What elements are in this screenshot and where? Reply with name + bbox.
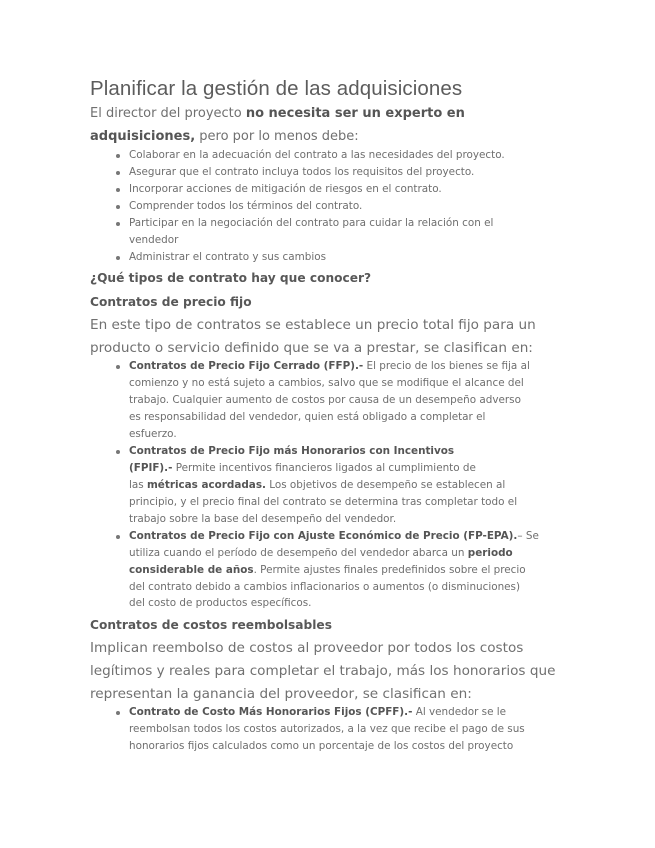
list-item: Participar en la negociación del contrato para cuidar la relación con el: [129, 217, 494, 229]
section-question: ¿Qué tipos de contrato hay que conocer?: [90, 271, 372, 285]
fpif-line: [129, 443, 454, 459]
text: El precio de los bienes se fija al: [363, 360, 530, 372]
term: (FPIF).-: [129, 462, 173, 474]
fpepa-line: [129, 545, 513, 561]
bullet-icon: [116, 188, 120, 192]
paragraph-line: producto o servicio definido que se va a prestar, se clasifican en:: [90, 340, 533, 356]
intro-line-2: [90, 127, 359, 147]
text: Permite incentivos financieros ligados al cumplimiento de: [172, 462, 476, 474]
intro-text: pero por lo menos debe:: [195, 129, 359, 144]
paragraph-line: En este tipo de contratos se establece un precio total fijo para un: [90, 317, 536, 333]
list-item: Comprender todos los términos del contrato.: [129, 200, 363, 212]
bullet-icon: [116, 256, 120, 260]
text: utiliza cuando el período de desempeño del vendedor abarca un: [129, 547, 468, 559]
bullet-icon: [116, 222, 120, 226]
bullet-icon: [116, 535, 120, 539]
term: Contratos de Precio Fijo Cerrado (FFP).-: [129, 360, 364, 372]
list-item: Colaborar en la adecuación del contrato a las necesidades del proyecto.: [129, 149, 505, 161]
intro-bold: adquisiciones,: [90, 129, 196, 144]
list-item: Administrar el contrato y sus cambios: [129, 251, 327, 263]
fpepa-line: [129, 562, 526, 578]
heading-fixed-price: Contratos de precio fijo: [90, 295, 252, 309]
paragraph-line: Implican reembolso de costos al proveedor por todos los costos: [90, 640, 524, 656]
list-item: Asegurar que el contrato incluya todos los requisitos del proyecto.: [129, 166, 475, 178]
term: Contrato de Costo Más Honorarios Fijos (CPFF).-: [129, 706, 413, 718]
bullet-icon: [116, 711, 120, 715]
term: considerable de años: [129, 564, 254, 576]
bullet-icon: [116, 365, 120, 369]
page-title: Planificar la gestión de las adquisiciones: [90, 77, 463, 100]
fpif-line: [129, 477, 505, 493]
term: periodo: [467, 547, 513, 559]
intro-text: El director del proyecto: [90, 106, 246, 121]
text: las: [129, 479, 147, 491]
fpif-line: principio, y el precio final del contrato se determina tras completar todo el: [129, 496, 518, 508]
cpff-line: [129, 704, 506, 720]
ffp-line: [129, 358, 530, 374]
intro-line-1: [90, 104, 465, 124]
text: Al vendedor se le: [412, 706, 507, 718]
list-item: Incorporar acciones de mitigación de riesgos en el contrato.: [129, 183, 442, 195]
fpif-line: trabajo sobre la base del desempeño del vendedor.: [129, 513, 397, 525]
text: – Se: [517, 530, 539, 542]
fpepa-line: del contrato debido a cambios inflacionarios o aumentos (o disminuciones): [129, 581, 521, 593]
fpepa-line: del costo de productos específicos.: [129, 597, 312, 609]
ffp-line: es responsabilidad del vendedor, quien está obligado a completar el: [129, 411, 486, 423]
term: Contratos de Precio Fijo más Honorarios con Incentivos: [129, 445, 455, 457]
paragraph-line: representan la ganancia del proveedor, se clasifican en:: [90, 686, 472, 702]
intro-bold: no necesita ser un experto en: [245, 106, 465, 121]
text: . Permite ajustes finales predefinidos sobre el precio: [253, 564, 526, 576]
ffp-line: trabajo. Cualquier aumento de costos por causa de un desempeño adverso: [129, 394, 521, 406]
term: métricas acordadas.: [146, 479, 266, 491]
heading-cost-reimbursable: Contratos de costos reembolsables: [90, 618, 332, 632]
term: Contratos de Precio Fijo con Ajuste Económico de Precio (FP-EPA).: [129, 530, 518, 542]
cpff-line: reembolsan todos los costos autorizados, a la vez que recibe el pago de sus: [129, 723, 525, 735]
bullet-icon: [116, 154, 120, 158]
paragraph-line: legítimos y reales para completar el trabajo, más los honorarios que: [90, 663, 556, 679]
ffp-line: esfuerzo.: [129, 428, 177, 440]
bullet-icon: [116, 171, 120, 175]
ffp-line: comienzo y no está sujeto a cambios, salvo que se modifique el alcance del: [129, 377, 524, 389]
bullet-icon: [116, 450, 120, 454]
bullet-icon: [116, 205, 120, 209]
list-item-continuation: vendedor: [129, 234, 179, 246]
fpif-line: [129, 460, 476, 476]
cpff-line: honorarios fijos calculados como un porcentaje de los costos del proyecto: [129, 740, 514, 752]
text: Los objetivos de desempeño se establecen al: [265, 479, 506, 491]
fpepa-line: [129, 528, 539, 544]
